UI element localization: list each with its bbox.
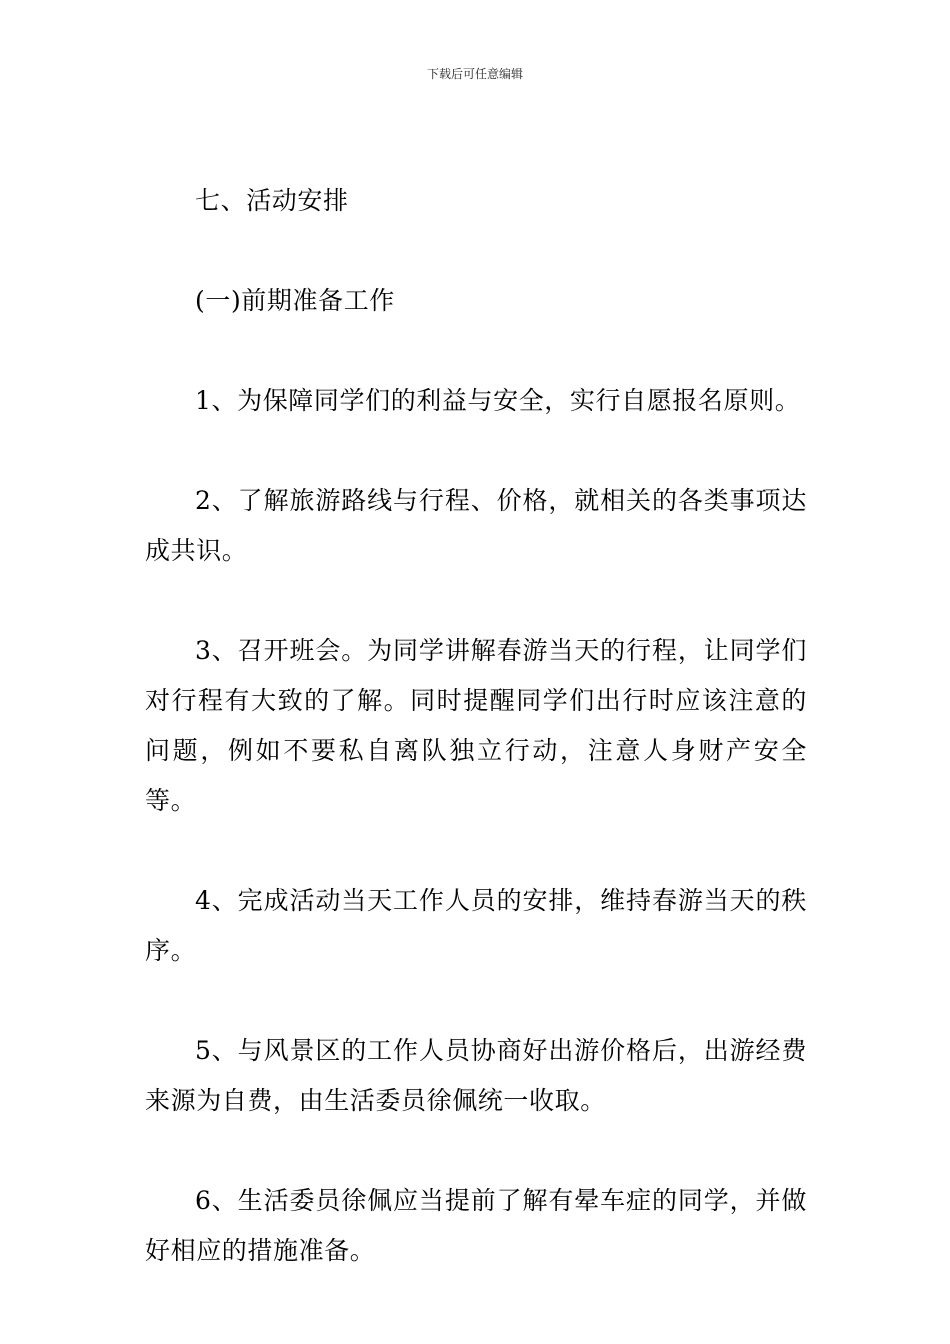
document-body bbox=[145, 176, 807, 1326]
list-item-3: 3、召开班会。为同学讲解春游当天的行程，让同学们对行程有大致的了解。同时提醒同学们出行时应该注意的问题，例如不要私自离队独立行动，注意人身财产安全等。 bbox=[145, 636, 807, 815]
section-heading: 七、活动安排 bbox=[195, 186, 349, 215]
list-item-6: 6、生活委员徐佩应当提前了解有晕车症的同学，并做好相应的措施准备。 bbox=[145, 1186, 807, 1265]
page-header: 下载后可任意编辑 bbox=[426, 67, 523, 81]
list-item-5: 5、与风景区的工作人员协商好出游价格后，出游经费来源为自费，由生活委员徐佩统一收取。 bbox=[145, 1036, 807, 1115]
list-item-2: 2、了解旅游路线与行程、价格，就相关的各类事项达成共识。 bbox=[145, 486, 807, 565]
subsection-heading: (一)前期准备工作 bbox=[195, 286, 395, 315]
list-item-4: 4、完成活动当天工作人员的安排，维持春游当天的秩序。 bbox=[145, 886, 807, 965]
list-item-1: 1、为保障同学们的利益与安全，实行自愿报名原则。 bbox=[195, 386, 801, 415]
